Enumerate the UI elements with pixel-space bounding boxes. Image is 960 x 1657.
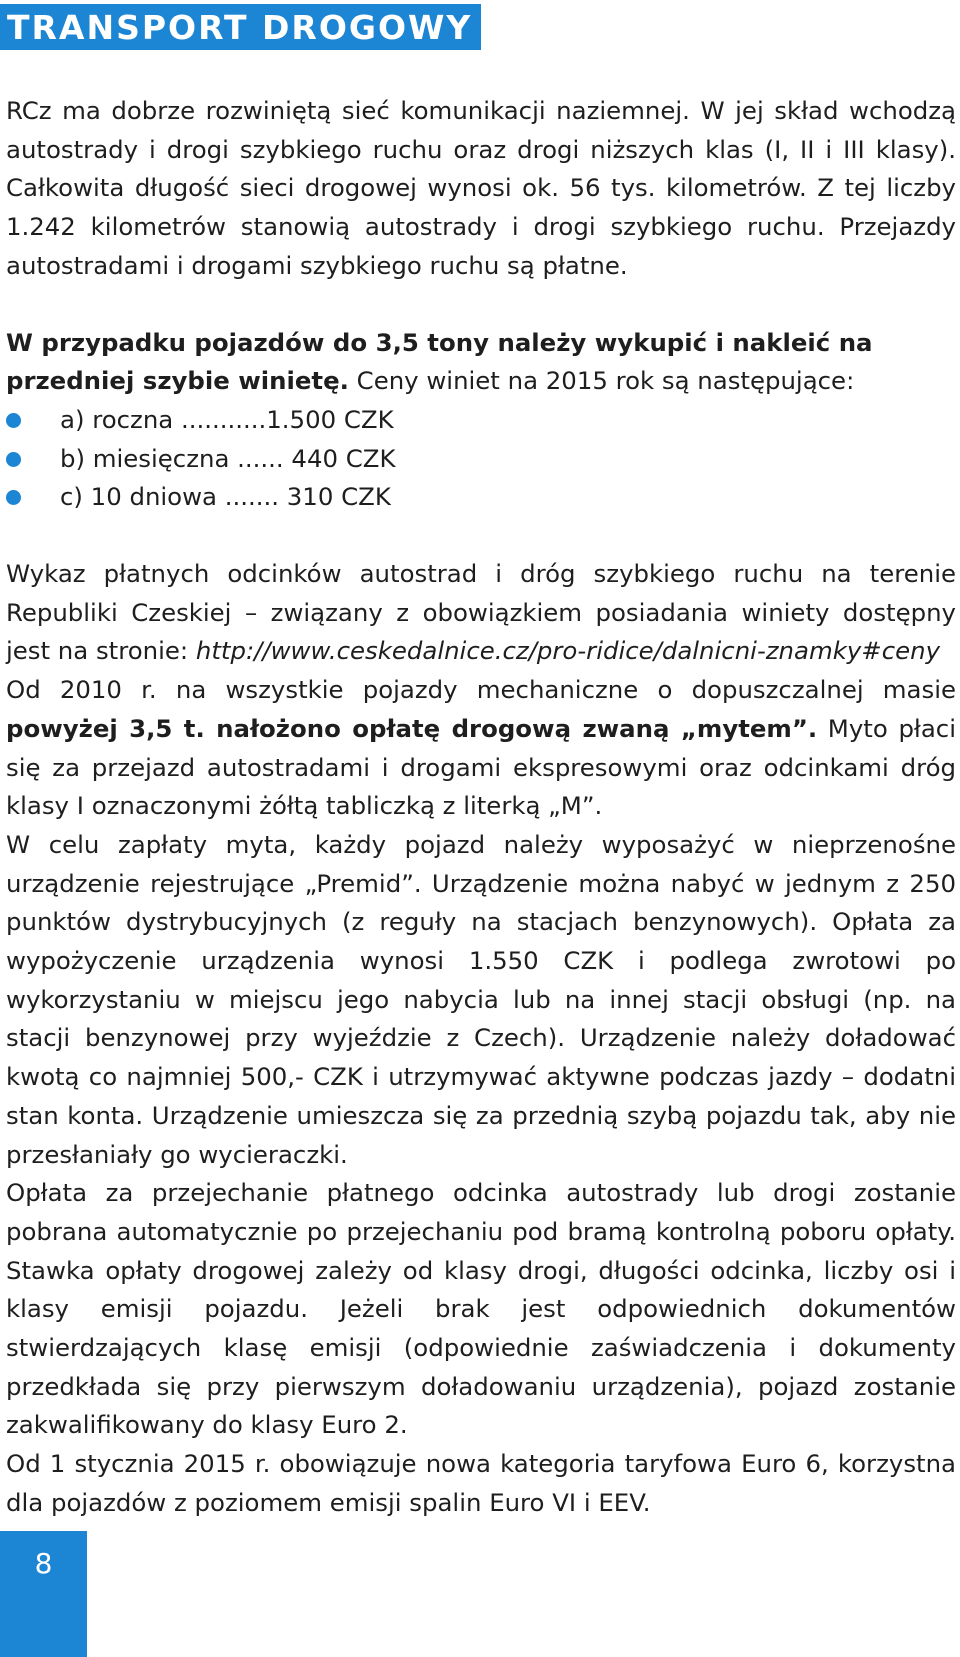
vignette-price-monthly: b) miesięczna ...... 440 CZK	[60, 443, 396, 473]
section-title-bar	[0, 4, 481, 50]
premid-paragraph: W celu zapłaty myta, każdy pojazd należy wyposażyć w nieprzenośne urządzenie rejestrujące „Premid”. Urządzenie można nabyć w jednym z 250 punktów dystrybucyjnych (z reguły na stacjach benzynowych). Opłata za wypożyczenie urządzenia wynosi 1.550 CZK i podlega zwrotowi po wykorzystaniu w miejscu jego nabycia lub na innej stacji obsługi (np. na stacji benzynowej przy wyjeździe z Czech). Urządzenie należy doładować kwotą co najmniej 500,- CZK i utrzymywać aktywne podczas jazdy – dodatni stan konta. Urządzenie umieszcza się za przednią szybą pojazdu tak, aby nie przesłaniały go wycieraczki.	[6, 829, 956, 1169]
toll-sections-text: Wykaz płatnych odcinków autostrad i dróg szybkiego ruchu na terenie Republiki Czeskiej – związany z obowiązkiem posiadania winiety dostępny jest na stronie:	[6, 558, 956, 666]
toll-text-start: Od 2010 r. na wszystkie pojazdy mechaniczne o dopuszczalnej masie	[6, 675, 956, 705]
vignette-price-10day: c) 10 dniowa ....... 310 CZK	[60, 482, 391, 512]
page-number: 8	[34, 1547, 53, 1580]
vignette-prices-intro: Ceny winiet na 2015 rok są następujące:	[348, 366, 855, 396]
toll-bold-text: powyżej 3,5 t. nałożono opłatę drogową zwaną „mytem”.	[6, 713, 818, 743]
vignette-bold-text: W przypadku pojazdów do 3,5 tony należy wykupić i nakleić na przedniej szybie winietę.	[6, 327, 873, 396]
vignette-paragraph	[6, 324, 956, 401]
list-item	[6, 401, 956, 440]
spacer	[6, 517, 956, 555]
intro-paragraph: RCz ma dobrze rozwiniętą sieć komunikacji naziemnej. W jej skład wchodzą autostrady i drogi szybkiego ruchu oraz drogi niższych klas (I, II i III klasy). Całkowita długość sieci drogowej wynosi ok. 56 tys. kilometrów. Z tej liczby 1.242 kilometrów stanowią autostrady i drogi szybkiego ruchu. Przejazdy autostradami i drogami szybkiego ruchu są płatne.	[6, 96, 956, 280]
toll-sections-paragraph	[6, 555, 956, 671]
bullet-dot-icon	[6, 490, 21, 505]
toll-text-end: Myto płaci się za przejazd autostradami i drogami ekspresowymi oraz odcinkami dróg klasy I oznaczonymi żółtą tabliczką z literką „M”.	[6, 713, 956, 821]
vignette-price-list	[6, 401, 956, 517]
page-number-box	[0, 1531, 87, 1657]
list-item	[6, 478, 956, 517]
list-item	[6, 440, 956, 479]
spacer	[6, 286, 956, 324]
bullet-dot-icon	[6, 413, 21, 428]
vignette-price-annual: a) roczna ...........1.500 CZK	[60, 404, 394, 434]
bullet-dot-icon	[6, 452, 21, 467]
toll-sections-link[interactable]: http://www.ceskedalnice.cz/pro-ridice/dalnicni-znamky#ceny	[195, 636, 941, 666]
toll-paragraph	[6, 671, 956, 826]
euro6-paragraph: Od 1 stycznia 2015 r. obowiązuje nowa kategoria taryfowa Euro 6, korzystna dla pojazdów z poziomem emisji spalin Euro VI i EEV.	[6, 1449, 956, 1517]
section-title: TRANSPORT DROGOWY	[7, 7, 473, 47]
toll-rate-paragraph: Opłata za przejechanie płatnego odcinka autostrady lub drogi zostanie pobrana automatycznie po przejechaniu pod bramą kontrolną poboru opłaty. Stawka opłaty drogowej zależy od klasy drogi, długości odcinka, liczby osi i klasy emisji pojazdu. Jeżeli brak jest odpowiednich dokumentów stwierdzających klasę emisji (odpowiednie zaświadczenia i dokumenty przedkłada się przy pierwszym doładowaniu urządzenia), pojazd zostanie zakwalifikowany do klasy Euro 2.	[6, 1178, 956, 1440]
document-body	[6, 92, 956, 1523]
